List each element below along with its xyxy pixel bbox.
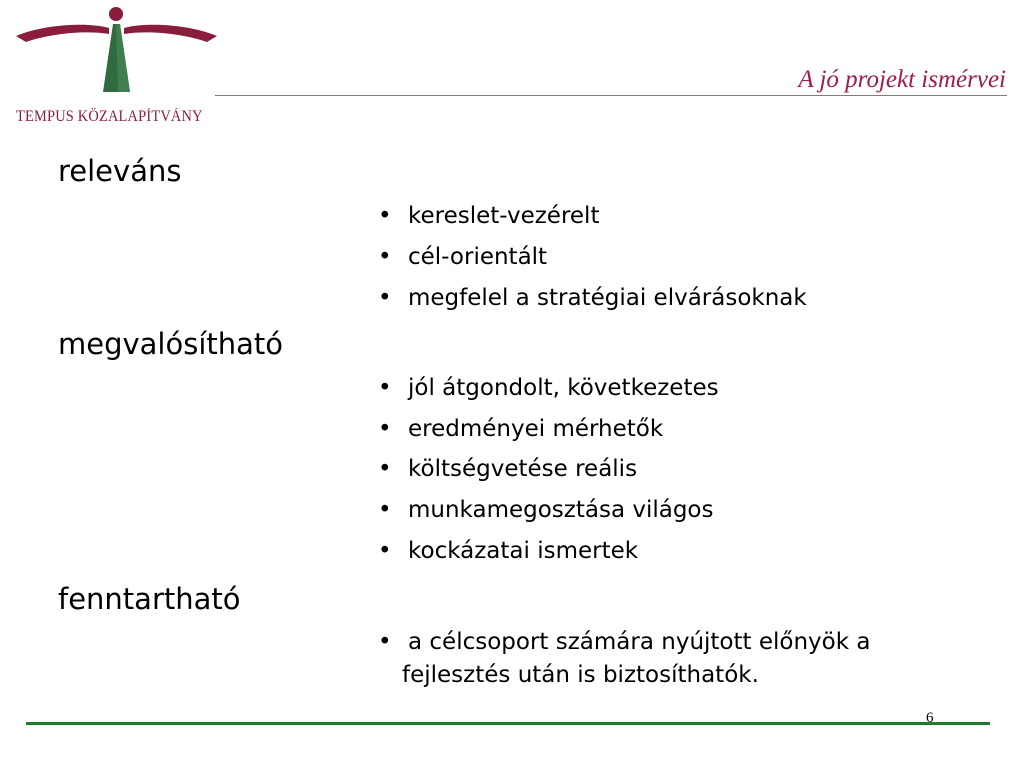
bullet-item: • megfelel a stratégiai elvárásoknak <box>378 285 807 311</box>
bullet-item: • munkamegosztása világos <box>378 497 714 523</box>
bullet-item: • a célcsoport számára nyújtott előnyök a fejlesztés után is biztosíthatók. <box>378 626 1003 692</box>
bullet-icon: • <box>378 203 392 229</box>
bullet-item: • cél-orientált <box>378 244 548 270</box>
bullet-item: • eredményei mérhetők <box>378 416 664 442</box>
bullet-item: • kockázatai ismertek <box>378 538 639 564</box>
bullet-icon: • <box>378 285 392 311</box>
footer-divider <box>26 722 990 725</box>
bullet-icon: • <box>378 244 392 270</box>
section-heading-feasible: megvalósítható <box>58 327 284 361</box>
section-heading-sustainable: fenntartható <box>58 582 241 616</box>
bullet-item: • kereslet-vezérelt <box>378 203 600 229</box>
bullet-icon: • <box>378 538 392 564</box>
bullet-icon: • <box>378 375 392 401</box>
bullet-icon: • <box>378 497 392 523</box>
section-heading-relevant: releváns <box>58 154 182 188</box>
page-number: 6 <box>926 710 934 726</box>
bullet-icon: • <box>378 629 392 655</box>
bullet-icon: • <box>378 416 392 442</box>
bullet-item: • költségvetése reális <box>378 456 638 482</box>
bullet-item: • jól átgondolt, következetes <box>378 375 719 401</box>
logo-text: TEMPUS KÖZALAPÍTVÁNY <box>16 108 203 125</box>
bullet-icon: • <box>378 456 392 482</box>
slide-title: A jó projekt ismérvei <box>798 66 1006 93</box>
